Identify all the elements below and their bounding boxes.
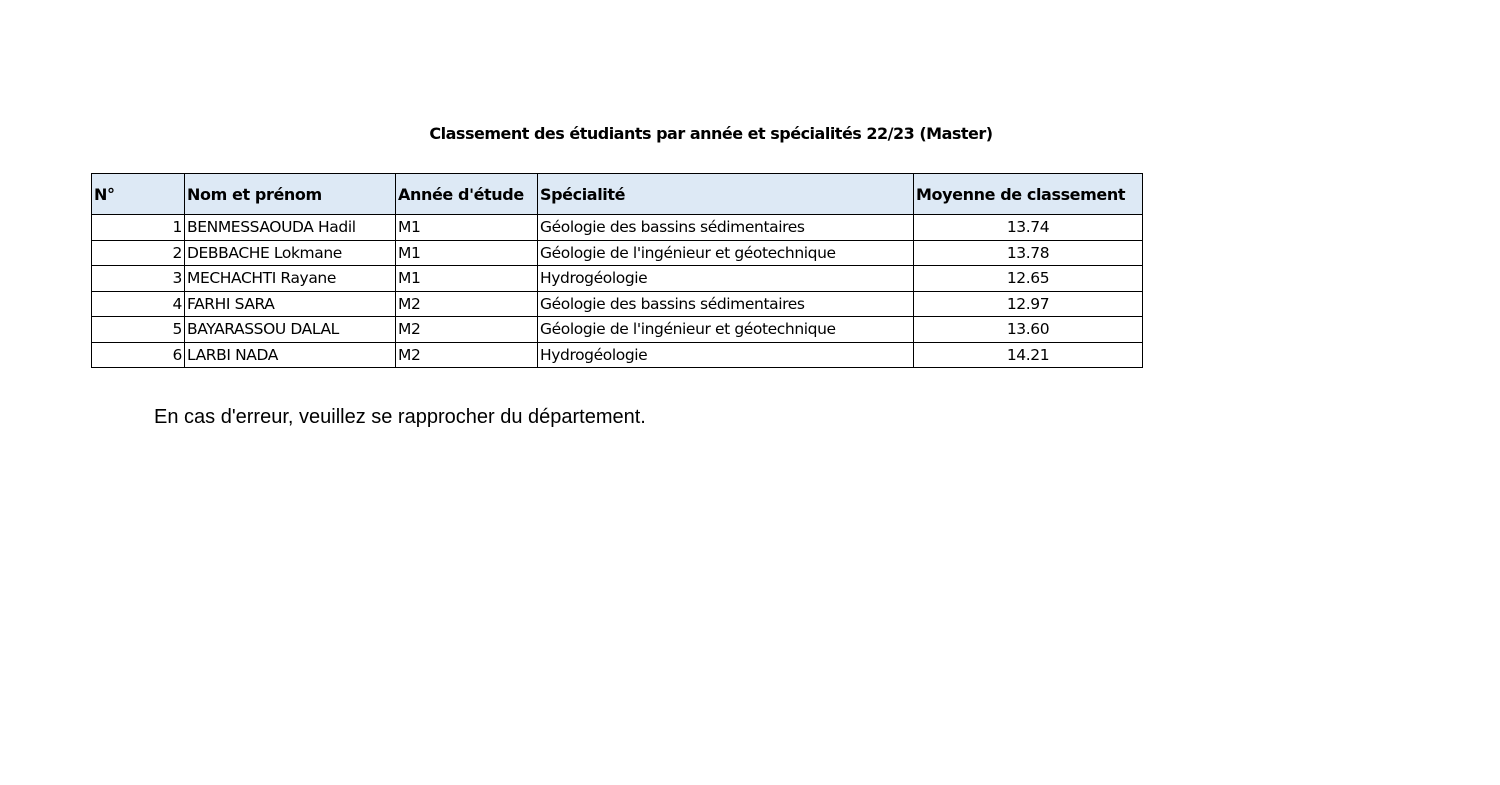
column-header-year: Année d'étude <box>396 174 538 215</box>
cell-year: M2 <box>396 291 538 317</box>
cell-number: 4 <box>92 291 185 317</box>
cell-name: FARHI SARA <box>185 291 396 317</box>
table-row <box>92 240 1143 266</box>
table-row <box>92 342 1143 368</box>
cell-speciality: Hydrogéologie <box>538 266 914 292</box>
cell-speciality: Géologie des bassins sédimentaires <box>538 291 914 317</box>
cell-speciality: Géologie de l'ingénieur et géotechnique <box>538 317 914 343</box>
column-header-number: N° <box>92 174 185 215</box>
cell-number: 2 <box>92 240 185 266</box>
table-row <box>92 215 1143 241</box>
ranking-table <box>91 173 1143 368</box>
cell-average: 12.65 <box>914 266 1143 292</box>
cell-speciality: Géologie de l'ingénieur et géotechnique <box>538 240 914 266</box>
table-row <box>92 266 1143 292</box>
cell-average: 14.21 <box>914 342 1143 368</box>
cell-year: M1 <box>396 240 538 266</box>
cell-number: 6 <box>92 342 185 368</box>
cell-number: 3 <box>92 266 185 292</box>
table-header-row <box>92 174 1143 215</box>
cell-year: M1 <box>396 215 538 241</box>
cell-average: 13.74 <box>914 215 1143 241</box>
error-notice: En cas d'erreur, veuillez se rapprocher du département. <box>154 406 646 428</box>
cell-year: M2 <box>396 317 538 343</box>
column-header-average: Moyenne de classement <box>914 174 1143 215</box>
cell-name: BAYARASSOU DALAL <box>185 317 396 343</box>
cell-name: LARBI NADA <box>185 342 396 368</box>
table-row <box>92 291 1143 317</box>
table-row <box>92 317 1143 343</box>
cell-name: BENMESSAOUDA Hadil <box>185 215 396 241</box>
cell-name: DEBBACHE Lokmane <box>185 240 396 266</box>
cell-name: MECHACHTI Rayane <box>185 266 396 292</box>
cell-average: 12.97 <box>914 291 1143 317</box>
column-header-speciality: Spécialité <box>538 174 914 215</box>
cell-speciality: Géologie des bassins sédimentaires <box>538 215 914 241</box>
cell-year: M1 <box>396 266 538 292</box>
cell-average: 13.60 <box>914 317 1143 343</box>
column-header-name: Nom et prénom <box>185 174 396 215</box>
cell-year: M2 <box>396 342 538 368</box>
cell-number: 5 <box>92 317 185 343</box>
document-title: Classement des étudiants par année et spécialités 22/23 (Master) <box>429 124 993 143</box>
cell-speciality: Hydrogéologie <box>538 342 914 368</box>
cell-number: 1 <box>92 215 185 241</box>
cell-average: 13.78 <box>914 240 1143 266</box>
